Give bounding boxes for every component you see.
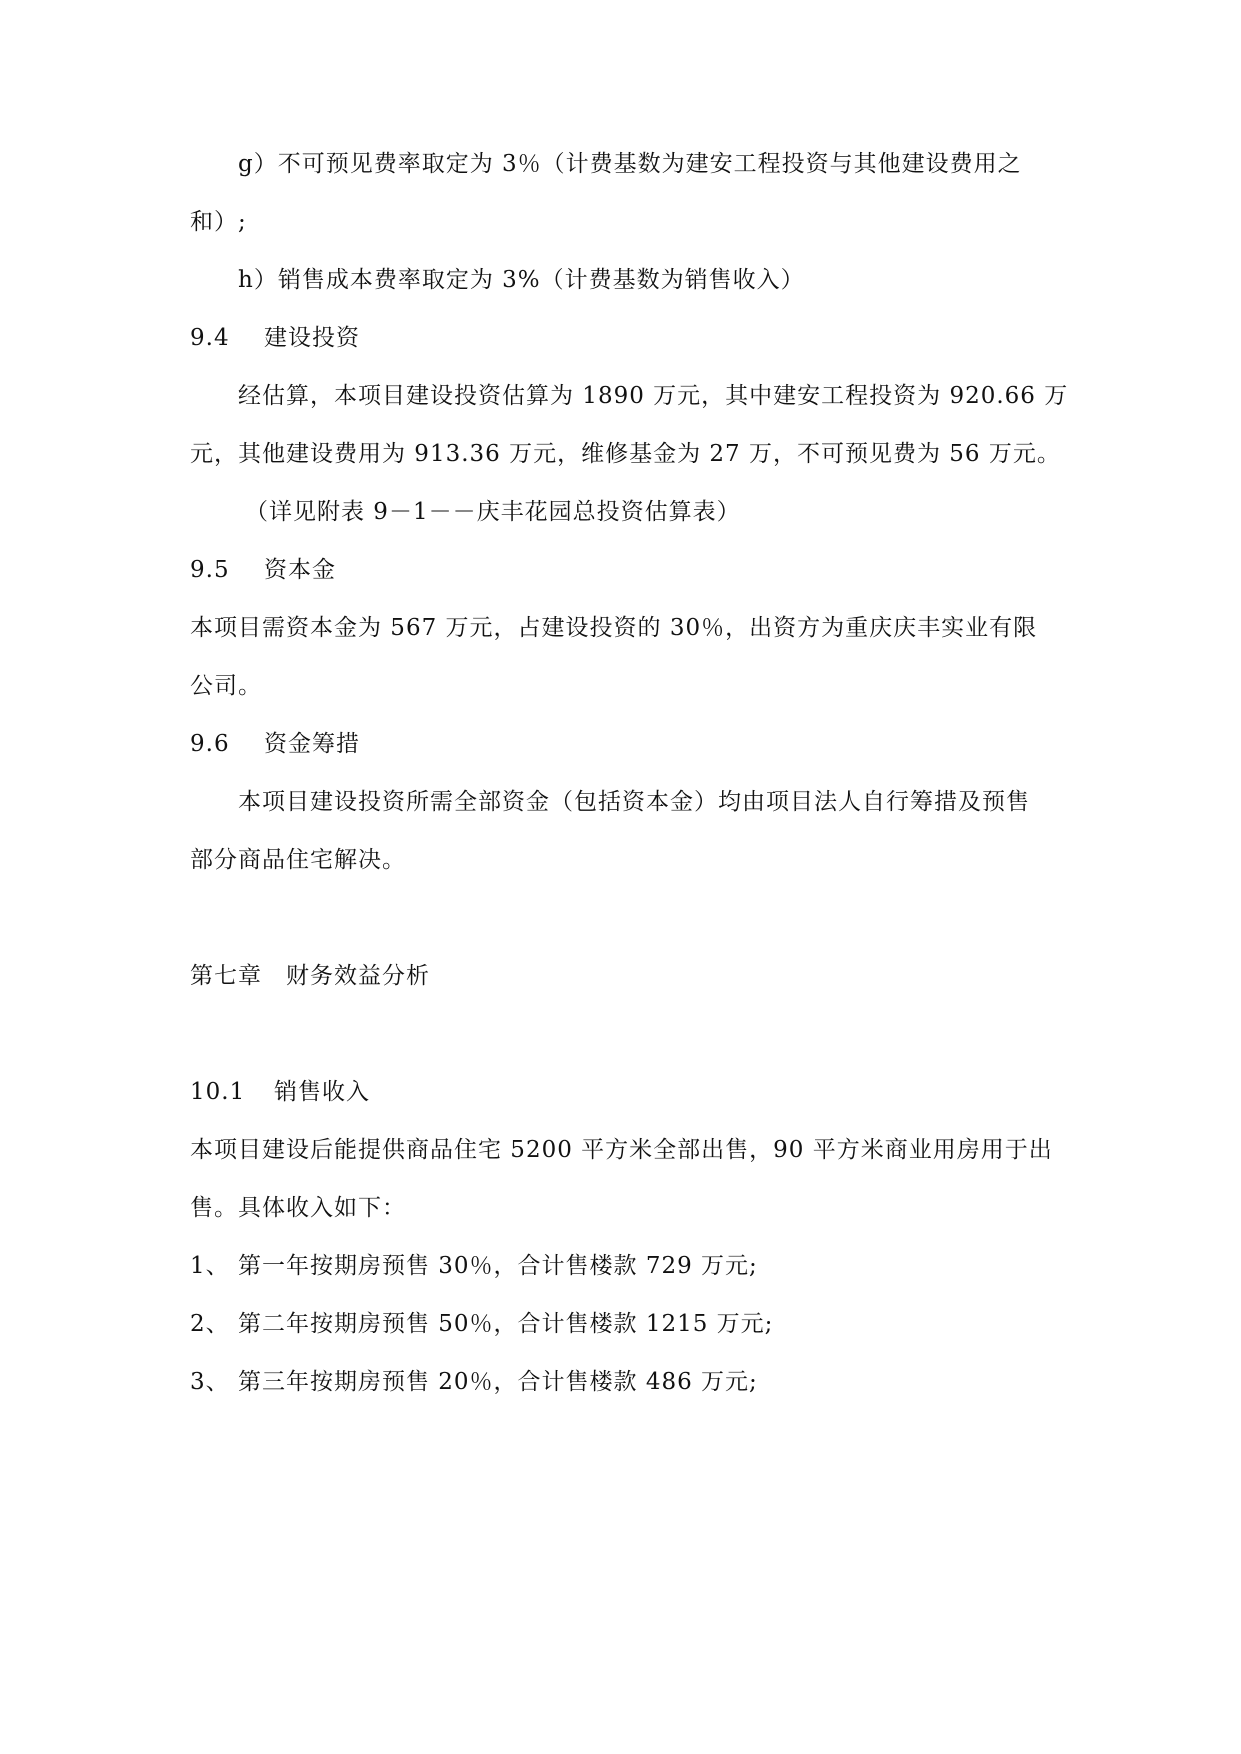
section-heading-9-4 — [190, 322, 1070, 354]
chapter-title: 第七章 财务效益分析 — [190, 963, 430, 989]
section-number: 9.5 — [190, 557, 230, 583]
list-item: 1、 第一年按期房预售 30％，合计售楼款 729 万元; — [190, 1253, 758, 1279]
section-number: 9.4 — [190, 325, 230, 351]
section-number: 9.6 — [190, 731, 230, 757]
section-number: 10.1 — [190, 1079, 246, 1105]
section-heading-10-1 — [190, 1076, 1070, 1108]
list-item: 3、 第三年按期房预售 20％，合计售楼款 486 万元; — [190, 1369, 758, 1395]
paragraph-10-1-line1: 本项目建设后能提供商品住宅 5200 平方米全部出售，90 平方米商业用房用于出 — [190, 1137, 1053, 1163]
paragraph-9-4-line1: 经估算，本项目建设投资估算为 1890 万元，其中建安工程投资为 920.66 万 — [238, 383, 1069, 409]
section-title: 建设投资 — [264, 325, 360, 351]
section-title: 资金筹措 — [264, 731, 360, 757]
paragraph-9-4-note: （详见附表 9－1－－庆丰花园总投资估算表） — [245, 499, 741, 525]
paragraph-9-5-line1: 本项目需资本金为 567 万元，占建设投资的 30％，出资方为重庆庆丰实业有限 — [190, 615, 1038, 641]
paragraph-9-4-line2: 元，其他建设费用为 913.36 万元，维修基金为 27 万，不可预见费为 56 万元。 — [190, 441, 1061, 467]
paragraph-9-5-line2: 公司。 — [190, 673, 262, 699]
section-title: 资本金 — [264, 557, 336, 583]
paragraph-g-line2: 和）; — [190, 209, 247, 235]
paragraph-9-6-line2: 部分商品住宅解决。 — [190, 847, 406, 873]
paragraph-9-6-line1: 本项目建设投资所需全部资金（包括资本金）均由项目法人自行筹措及预售 — [238, 789, 1030, 815]
paragraph-10-1-line2: 售。具体收入如下： — [190, 1195, 406, 1221]
paragraph-g-line1: g）不可预见费率取定为 3％（计费基数为建安工程投资与其他建设费用之 — [238, 151, 1022, 177]
section-title: 销售收入 — [274, 1079, 370, 1105]
section-heading-9-6 — [190, 728, 1070, 760]
section-heading-9-5 — [190, 554, 1070, 586]
list-item: 2、 第二年按期房预售 50％，合计售楼款 1215 万元; — [190, 1311, 774, 1337]
paragraph-h: h）销售成本费率取定为 3%（计费基数为销售收入） — [238, 267, 805, 293]
